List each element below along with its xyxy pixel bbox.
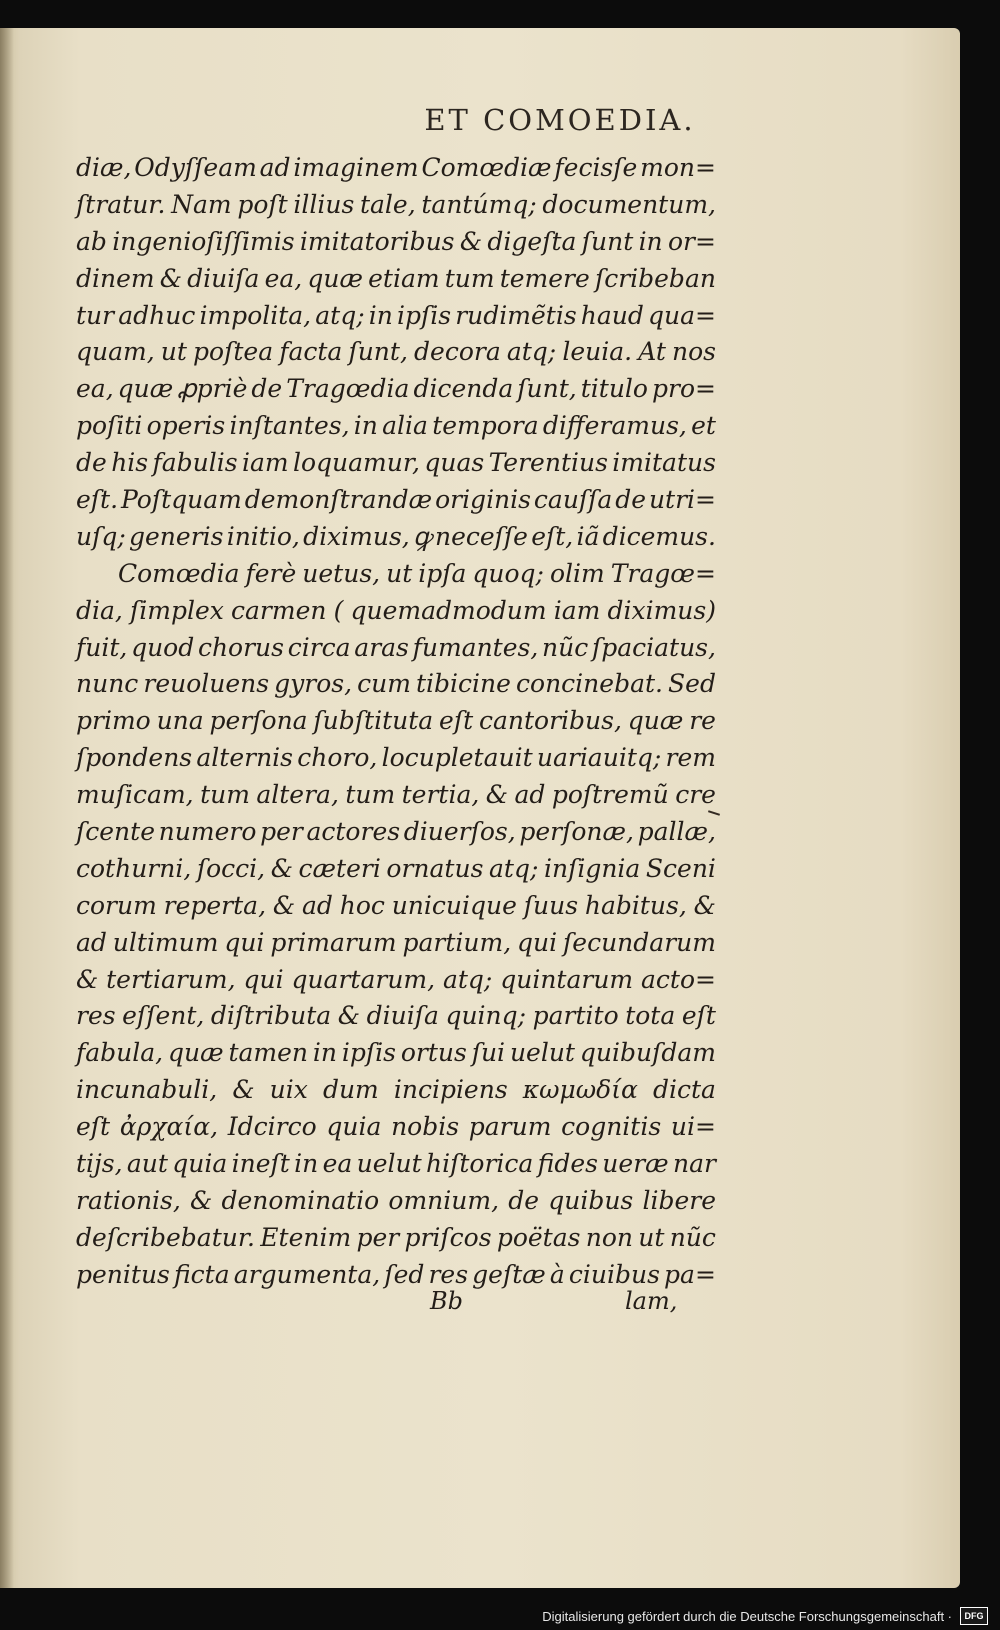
text-line: Comœdia ferè uetus, ut ipſa quoq; olim Tragœ=	[118, 558, 716, 588]
credit-bar	[0, 1602, 1000, 1630]
text-line: muſicam, tum altera, tum tertia, & ad poſtremũ cre	[76, 780, 716, 810]
text-line: nunc reuoluens gyros, cum tibicine concinebat. Sed	[76, 669, 716, 699]
text-line: tur adhuc impolita, atq; in ipſis rudimẽtis haud qua=	[76, 300, 716, 330]
text-line: penitus ficta argumenta, ſed res geſtæ à ciuibus pa=	[76, 1259, 716, 1289]
text-line: rationis, & denominatio omnium, de quibus libere	[76, 1185, 716, 1215]
text-line: eſt ἀρχαία, Idcirco quia nobis parum cognitis ui=	[76, 1112, 716, 1142]
text-line: de his fabulis iam loquamur, quas Terentius imitatus	[76, 448, 716, 478]
signature-mark: Bb	[430, 1287, 463, 1315]
text-line: primo una perſona ſubſtituta eſt cantoribus, quæ re	[76, 706, 716, 736]
text-line: ab ingenioſiſſimis imitatoribus & digeſta ſunt in or=	[76, 226, 716, 256]
text-line: & tertiarum, qui quartarum, atq; quintarum acto=	[76, 964, 716, 994]
text-line: ſtratur. Nam poſt illius tale, tantúmq; documentum,	[76, 189, 716, 219]
text-line: eſt. Poſtquam demonſtrandæ originis cauſſa de utri=	[76, 485, 716, 515]
text-line: corum reperta, & ad hoc unicuique ſuus habitus, &	[76, 890, 716, 920]
text-line: uſq; generis initio, diximus, ꝙ neceſſe eſt, iã dicemus.	[76, 521, 716, 551]
text-line: poſiti operis inſtantes, in alia tempora differamus, et	[76, 411, 716, 441]
text-line: cothurni, ſocci, & cæteri ornatus atq; inſignia Sceni	[76, 853, 716, 883]
running-header: ET COMOEDIA.	[424, 103, 696, 137]
text-line: fabula, quæ tamen in ipſis ortus ſui uelut quibuſdam	[76, 1038, 716, 1068]
text-line: res eſſent, diſtributa & diuiſa quinq; partito tota eſt	[76, 1001, 716, 1031]
text-line: quam, ut poſtea facta ſunt, decora atq; leuia. At nos	[76, 337, 716, 367]
text-line: tijs, aut quia ineſt in ea uelut hiſtorica fides ueræ nar	[76, 1149, 716, 1179]
text-line: diæ, Odyſſeam ad imaginem Comœdiæ fecisſe mon=	[76, 153, 716, 182]
text-line: ad ultimum qui primarum partium, qui ſecundarum	[76, 927, 716, 957]
catchword: lam,	[625, 1287, 678, 1315]
text-line: ſpondens alternis choro, locupletauit uariauitq; rem	[76, 743, 716, 773]
text-line: ea, quæ ꝓpriè de Tragœdia dicenda ſunt, titulo pro=	[76, 374, 716, 404]
text-line: deſcribebatur. Etenim per priſcos poëtas non ut nũc	[76, 1222, 716, 1252]
text-line: ſcente numero per actores diuerſos, perſonæ, pallæ,	[76, 817, 716, 847]
page-gutter-shadow	[0, 28, 14, 1588]
text-line: incunabuli, & uix dum incipiens κωμωδία dicta	[76, 1075, 716, 1105]
dfg-logo: DFG	[960, 1607, 988, 1625]
funding-credit: Digitalisierung gefördert durch die Deutsche Forschungsgemeinschaft ·	[542, 1608, 952, 1624]
text-line: fuit, quod chorus circa aras fumantes, nũc ſpaciatus,	[76, 632, 716, 662]
body-text	[76, 150, 716, 1294]
text-line: dia, ſimplex carmen ( quemadmodum iam diximus)	[76, 595, 716, 625]
text-line: dinem & diuiſa ea, quæ etiam tum temere ſcribeban	[76, 263, 716, 293]
